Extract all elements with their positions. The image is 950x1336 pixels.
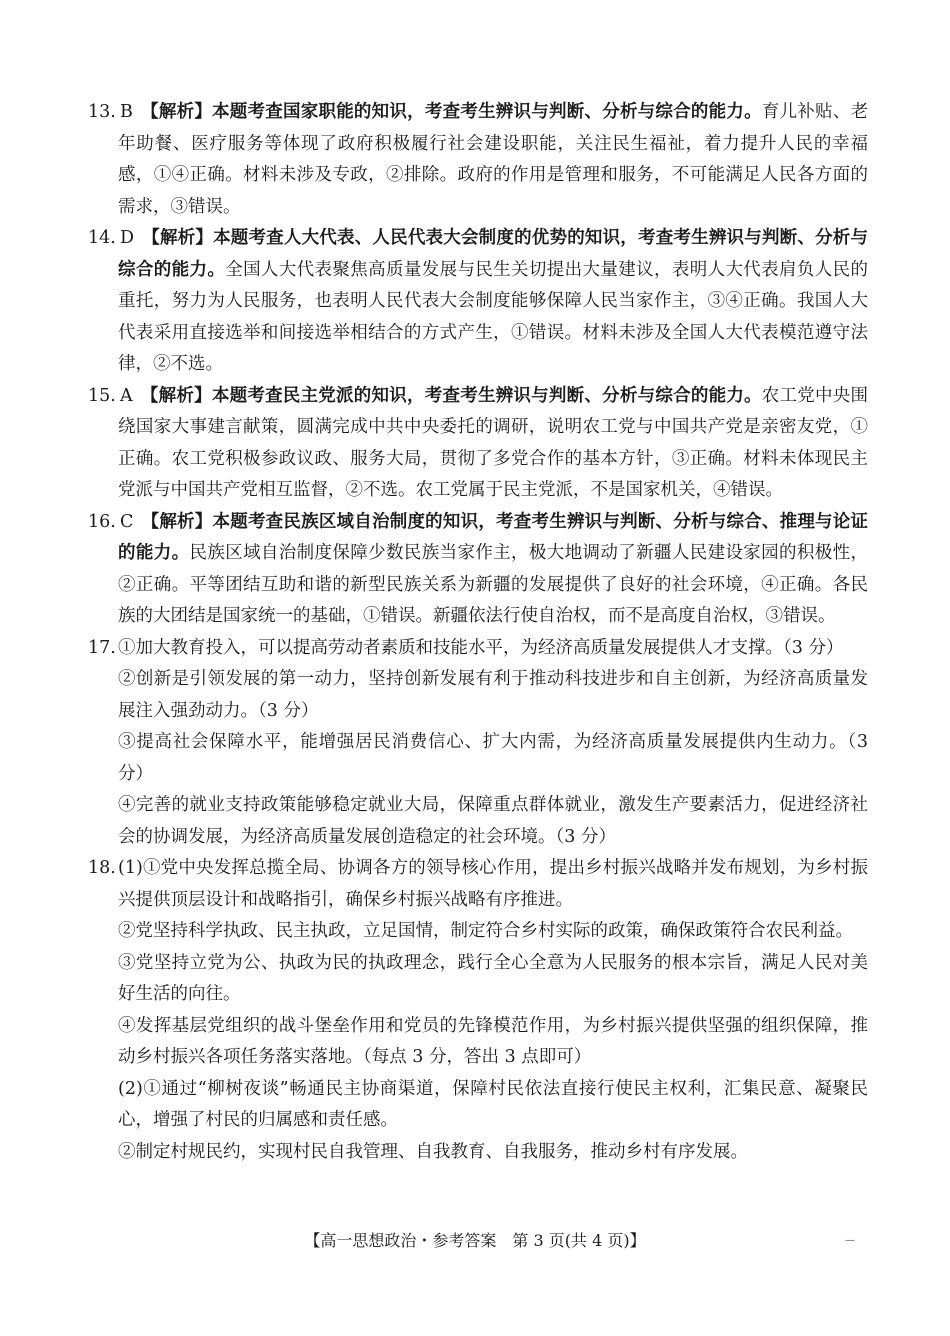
analysis-text: 民族区域自治制度保障少数民族当家作主，极大地调动了新疆人民建设家园的积极性，②正确。平等团结互助和谐的新型民族关系为新疆的发展提供了良好的社会环境，④正确。各民族的大团结是国家统一的基础，①错误。新疆依法行使自治权，而不是高度自治权，③错误。 [118, 543, 869, 626]
answer-point: ①加大教育投入，可以提高劳动者素质和技能水平，为经济高质量发展提供人才支撑。（3 分） [118, 637, 844, 658]
question-number: 16. [88, 511, 116, 532]
answer-point: ④完善的就业支持政策能够稳定就业大局，保障重点群体就业，激发生产要素活力，促进经济社会的协调发展，为经济高质量发展创造稳定的社会环境。（3 分） [118, 795, 868, 847]
answer-letter: A [120, 385, 133, 406]
answer-letter: C [120, 511, 134, 532]
analysis-lead: 【解析】本题考查民主党派的知识，考查考生辨识与判断、分析与综合的能力。 [140, 385, 762, 406]
question-number: 13. [88, 102, 116, 122]
answer-point: ②创新是引领发展的第一动力，坚持创新发展有利于推动科技进步和自主创新，为经济高质量发展注入强劲动力。（3 分） [118, 669, 868, 721]
answer-point: ②党坚持科学执政、民主执政，立足国情，制定符合乡村实际的政策，确保政策符合农民利益。 [118, 921, 853, 941]
answer-point: ④发挥基层党组织的战斗堡垒作用和党员的先锋模范作用，为乡村振兴提供坚强的组织保障，推动乡村振兴各项任务落实落地。（每点 3 分，答出 3 点即可） [118, 1015, 868, 1067]
answer-letter: B [120, 102, 133, 122]
answer-item-17 [88, 633, 868, 854]
answer-item-16 [88, 507, 868, 633]
analysis-text: 全国人大代表聚焦高质量发展与民生关切提出大量建议，表明人大代表肩负人民的重托，努力为人民服务，也表明人民代表大会制度能够保障人民当家作主，③④正确。我国人大代表采用直接选举和间接选举相结合的方式产生，①错误。材料未涉及全国人大代表模范遵守法律，②不选。 [118, 259, 869, 374]
question-number: 14. [88, 228, 116, 248]
answer-point: (2)①通过“柳树夜谈”畅通民主协商渠道，保障村民依法直接行使民主权利，汇集民意、凝聚民心，增强了村民的归属感和责任感。 [118, 1078, 868, 1130]
answer-item-13 [88, 97, 868, 223]
analysis-text: 育儿补贴、老年助餐、医疗服务等体现了政府积极履行社会建设职能，关注民生福祉，着力提升人民的幸福感，①④正确。材料未涉及专政，②排除。政府的作用是管理和服务，不可能满足人民各方面的需求，③错误。 [118, 102, 869, 217]
analysis-lead: 【解析】本题考查民族区域自治制度的知识，考查考生辨识与判断、分析与综合、推理与论证的能力。 [118, 511, 868, 563]
answer-point: ②制定村规民约，实现村民自我管理、自我教育、自我服务，推动乡村有序发展。 [118, 1141, 748, 1162]
question-number: 18. [88, 858, 116, 878]
analysis-text: 农工党中央围绕国家大事建言献策，圆满完成中共中央委托的调研，说明农工党与中国共产党是亲密友党，①正确。农工党积极参政议政、服务大局，贯彻了多党合作的基本方针，③正确。材料未体现民主党派与中国共产党相互监督，②不选。农工党属于民主党派，不是国家机关，④错误。 [118, 385, 868, 500]
answer-point: ③提高社会保障水平，能增强居民消费信心、扩大内需，为经济高质量发展提供内生动力。（3 分） [118, 732, 868, 784]
answer-point: ③党坚持立党为公、执政为民的执政理念，践行全心全意为人民服务的根本宗旨，满足人民对美好生活的向往。 [118, 952, 868, 1004]
answer-item-14 [88, 223, 868, 381]
answer-letter: D [120, 228, 135, 248]
answer-point: (1)①党中央发挥总揽全局、协调各方的领导核心作用，提出乡村振兴战略并发布规划，为乡村振兴提供顶层设计和战略指引，确保乡村振兴战略有序推进。 [118, 858, 868, 910]
question-number: 17. [88, 637, 116, 658]
answer-item-15 [88, 381, 868, 507]
answer-content [88, 97, 868, 1168]
corner-mark: — [845, 1235, 855, 1246]
answer-item-18 [88, 853, 868, 1168]
question-number: 15. [88, 385, 116, 406]
page-footer: 【高一思想政治・参考答案 第 3 页(共 4 页)】 [304, 1231, 646, 1250]
analysis-lead: 【解析】本题考查国家职能的知识，考查考生辨识与判断、分析与综合的能力。 [140, 102, 762, 122]
analysis-lead: 【解析】本题考查人大代表、人民代表大会制度的优势的知识，考查考生辨识与判断、分析与综合的能力。 [118, 228, 868, 280]
